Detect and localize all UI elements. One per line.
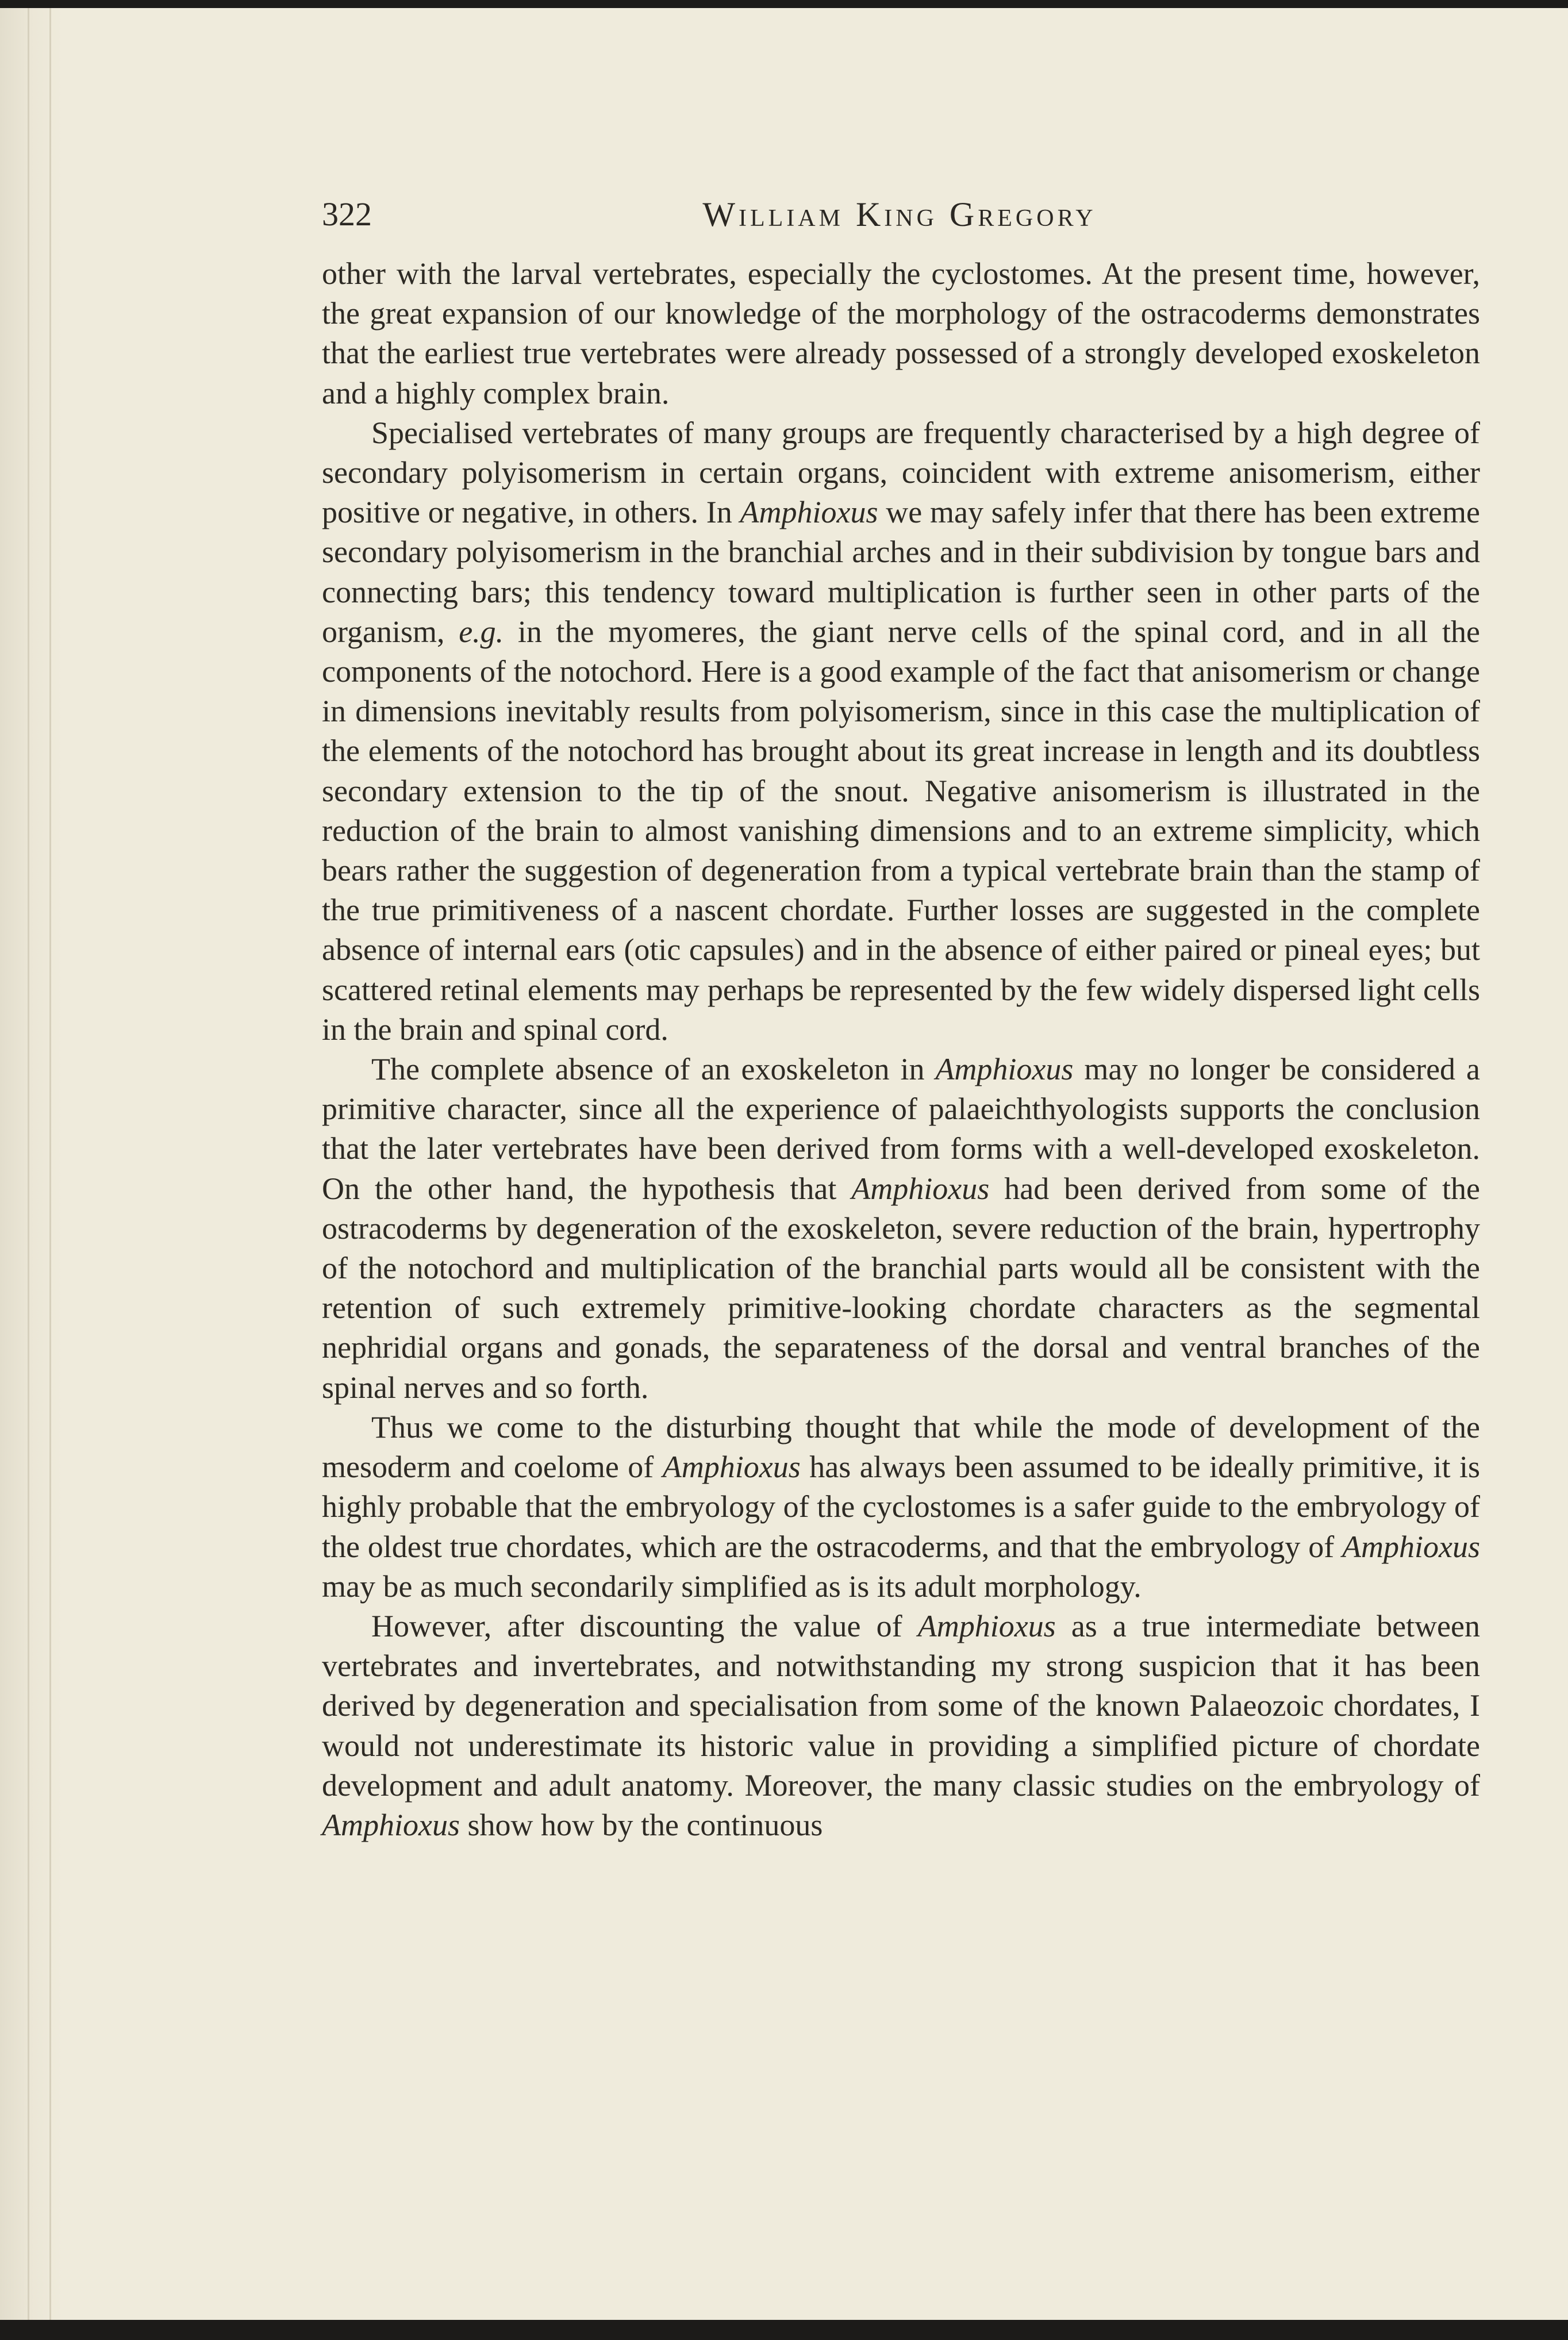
text-run: may no longer be considered a primitive character, since all the experience of palaeichthyologists supports the conclusion that the later vertebrates have been derived from forms with a well-developed exoskeleton. On the other hand, the hypothesis that	[322, 1052, 1480, 1206]
text-run: as a true intermediate between vertebrates and invertebrates, and notwithstanding my strong suspicion that it has been derived by degeneration and specialisation from some of the known Palaeozoic chordates, I would not underestimate its historic value in providing a simplified picture of chordate development and adult anatomy. Moreover, the many classic studies on the embryology of	[322, 1608, 1480, 1803]
text-run: we may safely infer that there has been extreme secondary polyisomerism in the branchial arches and in their subdivision by tongue bars and connecting bars; this tendency toward multiplication is further seen in other parts of the organism,	[322, 495, 1480, 649]
page-header	[322, 195, 1477, 247]
running-title: William King Gregory	[702, 195, 1097, 233]
text-run: had been derived from some of the ostracoderms by degeneration of the exoskeleton, severe reduction of the brain, hypertrophy of the notochord and multiplication of the branchial parts would all be consistent with the retention of such extremely primitive-looking chordate characters as the segmental nephridial organs and gonads, the separateness of the dorsal and ventral branches of the spinal nerves and so forth.	[322, 1171, 1480, 1405]
body-text	[322, 254, 1480, 1845]
text-run: However, after discounting the value of	[371, 1608, 918, 1643]
italic-term: Amphioxus	[322, 1807, 460, 1842]
italic-term: Amphioxus	[740, 495, 878, 530]
text-run: other with the larval vertebrates, especially the cyclostomes. At the present time, however, the great expansion of our knowledge of the morphology of the ostracoderms demonstrates that the earliest true vertebrates were already possessed of a strongly developed exoskeleton and a highly complex brain.	[322, 256, 1480, 410]
page-number: 322	[322, 195, 372, 233]
paragraph	[322, 413, 1480, 1050]
text-run: show how by the continuous	[459, 1807, 823, 1842]
page-gutter-edge	[0, 8, 63, 2320]
paragraph	[322, 254, 1480, 413]
italic-term: Amphioxus	[851, 1171, 990, 1206]
italic-term: Amphioxus	[1342, 1529, 1480, 1564]
italic-term: Amphioxus	[662, 1450, 801, 1485]
italic-term: Amphioxus	[917, 1608, 1056, 1643]
text-run: may be as much secondarily simplified as is its adult morphology.	[322, 1569, 1142, 1604]
book-page	[0, 8, 1568, 2320]
text-run: Specialised vertebrates of many groups are frequently characterised by a high degree of secondary polyisomerism in certain organs, coincident with extreme anisomerism, either positive or negative, in others. In	[322, 415, 1480, 530]
text-run: in the myomeres, the giant nerve cells of the spinal cord, and in all the components of the notochord. Here is a good example of the fact that anisomerism or change in dimensions inevitably results from polyisomerism, since in this case the multiplication of the elements of the notochord has brought about its great increase in length and its doubtless secondary extension to the tip of the snout. Negative anisomerism is illustrated in the reduction of the brain to almost vanishing dimensions and to an extreme simplicity, which bears rather the suggestion of degeneration from a typical vertebrate brain than the stamp of the true primitiveness of a nascent chordate. Further losses are suggested in the complete absence of internal ears (otic capsules) and in the absence of either paired or pineal eyes; but scattered retinal elements may perhaps be represented by the few widely dispersed light cells in the brain and spinal cord.	[322, 614, 1480, 1047]
italic-term: e.g.	[459, 614, 504, 649]
paragraph	[322, 1607, 1480, 1845]
paragraph	[322, 1408, 1480, 1607]
text-run: Thus we come to the disturbing thought that while the mode of development of the mesoderm and coelome of	[322, 1409, 1480, 1485]
page-edge-line	[49, 8, 51, 2320]
page-edge-line	[28, 8, 29, 2320]
text-run: has always been assumed to be ideally primitive, it is highly probable that the embryology of the cyclostomes is a safer guide to the embryology of the oldest true chordates, which are the ostracoderms, and that the embryology of	[322, 1450, 1480, 1564]
italic-term: Amphioxus	[935, 1052, 1074, 1087]
text-run: The complete absence of an exoskeleton in	[371, 1052, 936, 1087]
paragraph	[322, 1050, 1480, 1408]
